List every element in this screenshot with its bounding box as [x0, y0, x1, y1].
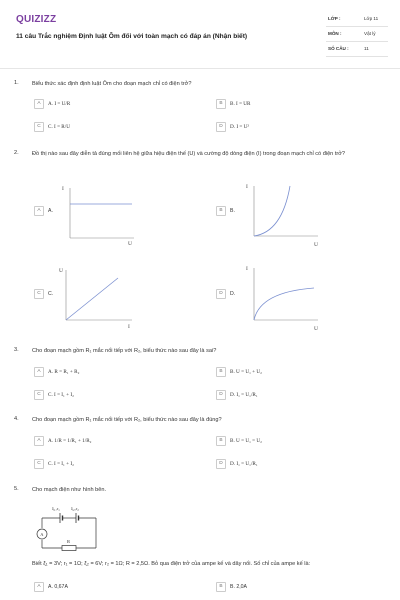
- question-text: Biểu thức xác định định luật Ôm cho đoạn mạch chỉ có điện trở?: [32, 81, 192, 87]
- option-text: B. U = U₁ = U₂: [230, 437, 262, 444]
- circuit-diagram: [30, 500, 106, 554]
- graph-a: [58, 182, 138, 246]
- option-letter: A: [34, 206, 44, 216]
- option-text: D. I₁ = U₁/R₁: [230, 460, 258, 467]
- option-letter: B: [216, 206, 226, 216]
- option-text: D. I = U²: [230, 123, 249, 130]
- meta-key: SỐ CÂU :: [328, 46, 349, 51]
- option-text: A.: [48, 207, 53, 214]
- option-letter: D: [216, 289, 226, 299]
- curve-linear: [66, 278, 118, 320]
- option-text: C. I = I₁ + I₂: [48, 460, 74, 467]
- curve-concave: [254, 288, 314, 320]
- graph-b: [244, 180, 324, 248]
- option-letter: A: [34, 367, 44, 377]
- question-number: 5.: [14, 486, 19, 492]
- question-number: 4.: [14, 416, 19, 422]
- question-text: Đồ thị nào sau đây diễn tả đúng mối liên hệ giữa hiệu điện thế (U) và cường độ dòng điện (I) trong đoạn mạch chỉ có điện trở?: [32, 151, 346, 157]
- ammeter-label: A: [40, 531, 44, 537]
- option-text: B. 2,0A: [230, 583, 248, 590]
- option-text: B. I = UR: [230, 100, 251, 107]
- question-number: 1.: [14, 80, 19, 86]
- option-text: A. I = U/R: [48, 100, 71, 107]
- resistor-label: R: [67, 539, 71, 544]
- meta-row-count: [326, 42, 388, 57]
- option-letter: A: [34, 436, 44, 446]
- option-text: C.: [48, 290, 54, 297]
- y-axis-label: I: [62, 186, 64, 192]
- option-letter: C: [34, 122, 44, 132]
- option-text: D.: [230, 290, 236, 297]
- y-axis-label: I: [246, 184, 248, 190]
- option-letter: B: [216, 436, 226, 446]
- option-letter: D: [216, 390, 226, 400]
- option-letter: B: [216, 582, 226, 592]
- meta-key: LỚP :: [328, 16, 341, 21]
- page-header: [0, 0, 400, 66]
- option-text: A. 1/R = 1/R₁ + 1/R₂: [48, 437, 92, 444]
- meta-value: Vật lý: [364, 31, 376, 36]
- question-number: 3.: [14, 347, 19, 353]
- header-divider: [0, 68, 400, 69]
- option-letter: D: [216, 122, 226, 132]
- option-text: C. I = R/U: [48, 123, 70, 130]
- option-letter: C: [34, 289, 44, 299]
- meta-row-class: [326, 12, 388, 27]
- option-text: C. I = I₁ + I₂: [48, 391, 74, 398]
- source-2-label: ξ₂,r₂: [71, 506, 79, 511]
- quizizz-logo: QUIZIZZ: [16, 14, 57, 25]
- y-axis-label: U: [59, 268, 63, 274]
- x-axis-label: U: [314, 242, 318, 248]
- meta-key: MÔN :: [328, 31, 342, 36]
- source-1-label: ξ₁,r₁: [52, 506, 60, 511]
- meta-panel: [326, 12, 388, 57]
- option-letter: B: [216, 367, 226, 377]
- option-letter: A: [34, 99, 44, 109]
- x-axis-label: I: [128, 324, 130, 330]
- meta-value: 11: [364, 46, 369, 51]
- y-axis-label: I: [246, 266, 248, 272]
- option-text: A. R = R₁ + R₂: [48, 368, 80, 375]
- document-title: 11 câu Trắc nghiệm Định luật Ôm đối với toàn mạch có đáp án (Nhận biết): [16, 33, 248, 40]
- option-letter: A: [34, 582, 44, 592]
- question-text-detail: Biết ξ₁ = 3V; r₁ = 1Ω; ξ₂ = 6V; r₂ = 1Ω; R = 2,5Ω. Bỏ qua điện trở của ampe kế và dây nối. Số chỉ của ampe kế là:: [32, 561, 311, 567]
- graph-c: [58, 264, 138, 332]
- option-text: D. I₁ = U₁/R₁: [230, 391, 258, 398]
- option-text: B. U = U₁ + U₂: [230, 368, 262, 375]
- option-text: A. 0,67A: [48, 583, 68, 590]
- question-text: Cho đoạn mạch gồm R₁ mắc nối tiếp với R₂, biểu thức nào sau đây là sai?: [32, 348, 217, 354]
- question-text: Cho mạch điện như hình bên.: [32, 487, 107, 493]
- question-text: Cho đoạn mạch gồm R₁ mắc nối tiếp với R₂, biểu thức nào sau đây là đúng?: [32, 417, 222, 423]
- meta-value: Lớp 11: [364, 16, 379, 21]
- meta-row-subject: [326, 27, 388, 42]
- x-axis-label: U: [128, 241, 132, 246]
- option-letter: C: [34, 459, 44, 469]
- option-letter: D: [216, 459, 226, 469]
- resistor: [62, 546, 76, 551]
- option-letter: B: [216, 99, 226, 109]
- graph-d: [244, 262, 324, 334]
- option-letter: C: [34, 390, 44, 400]
- option-text: B.: [230, 207, 235, 214]
- question-number: 2.: [14, 150, 19, 156]
- curve-convex: [254, 186, 290, 236]
- x-axis-label: U: [314, 326, 318, 332]
